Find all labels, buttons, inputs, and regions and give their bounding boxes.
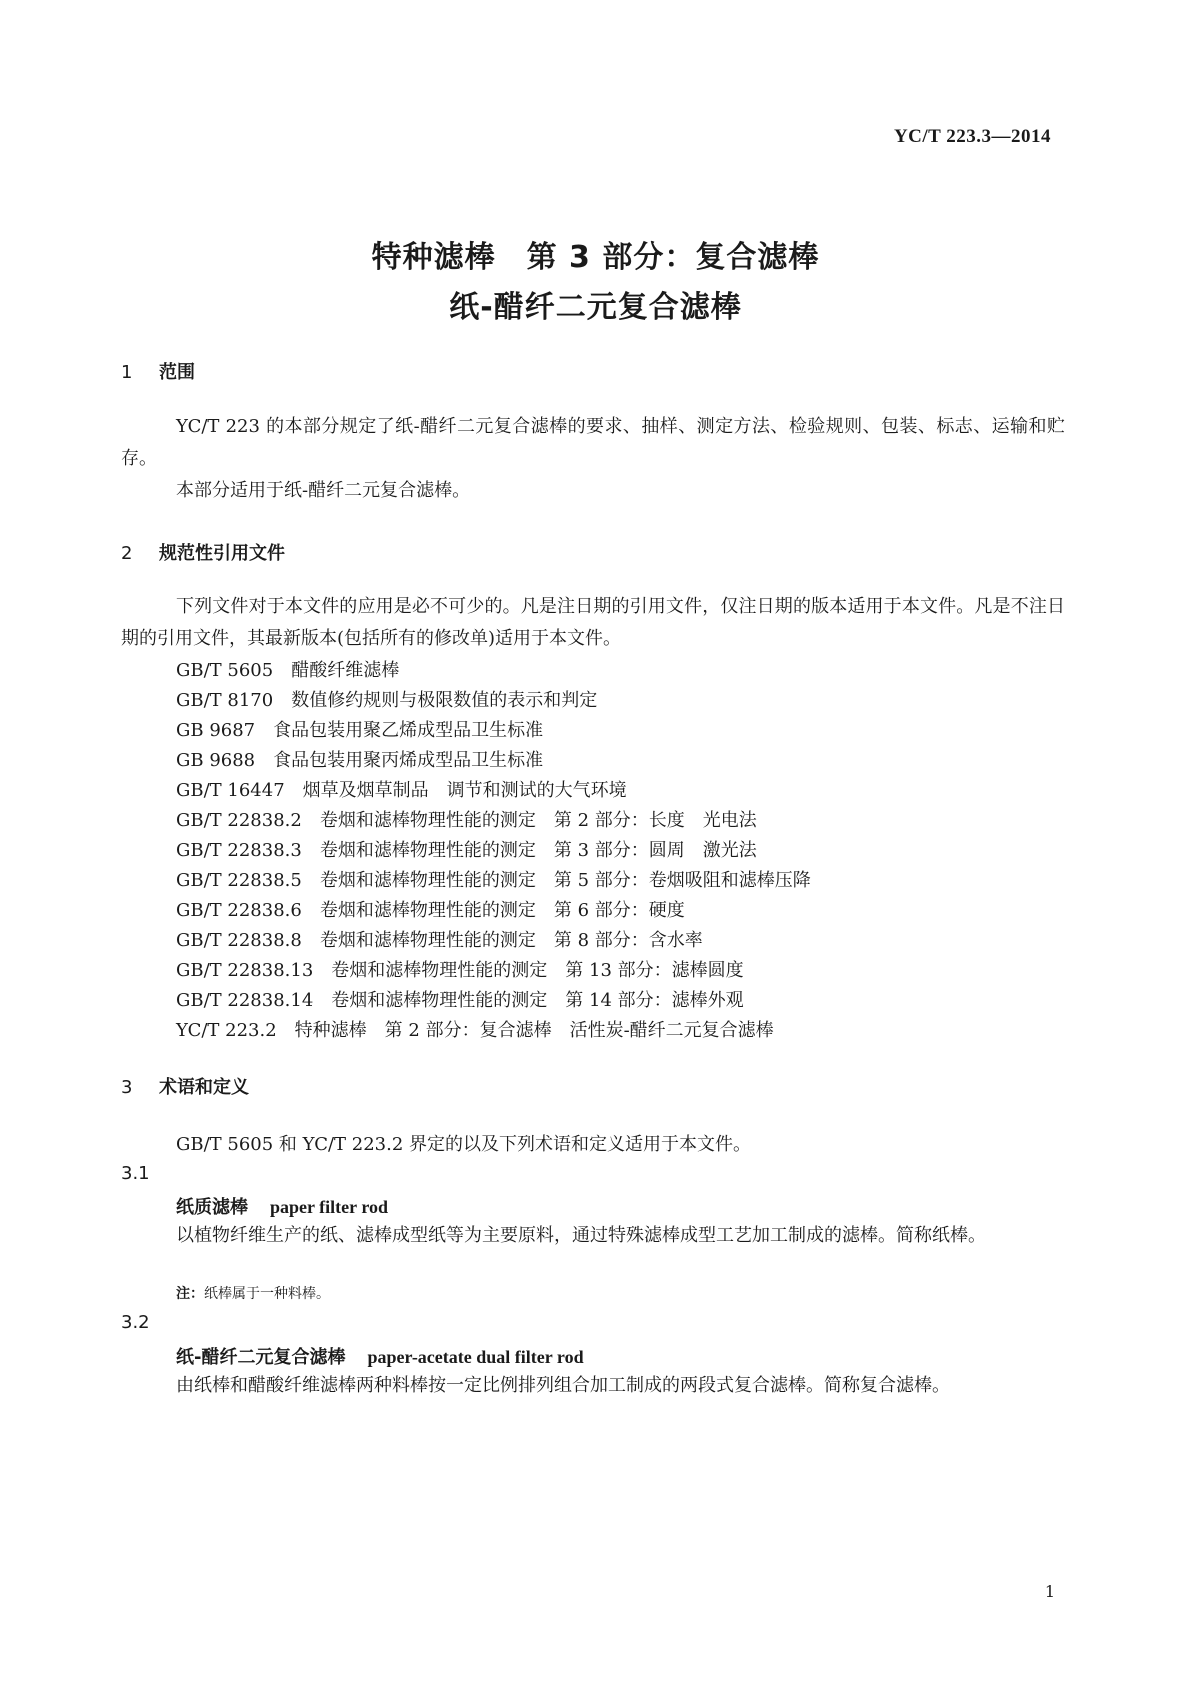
reference-name: 卷烟和滤棒物理性能的测定 第 14 部分：滤棒外观	[331, 990, 744, 1011]
section-2-heading	[121, 539, 285, 565]
reference-item	[176, 896, 685, 922]
reference-code: YC/T 223.2	[176, 1020, 277, 1041]
reference-name: 数值修约规则与极限数值的表示和判定	[291, 690, 598, 711]
section-2-intro: 下列文件对于本文件的应用是必不可少的。凡是注日期的引用文件，仅注日期的版本适用于本文件。凡是不注日期的引用文件，其最新版本(包括所有的修改单)适用于本文件。	[121, 596, 1065, 649]
term-number: 3.2	[121, 1312, 150, 1333]
reference-item	[176, 986, 744, 1012]
reference-code: GB/T 22838.6	[176, 900, 302, 921]
reference-item	[176, 776, 627, 802]
reference-name: 卷烟和滤棒物理性能的测定 第 5 部分：卷烟吸阻和滤棒压降	[319, 870, 811, 891]
document-title-line1: 特种滤棒 第 3 部分：复合滤棒	[371, 240, 820, 275]
section-3-heading	[121, 1073, 249, 1099]
term-title	[176, 1343, 584, 1369]
term-en: paper-acetate dual filter rod	[367, 1347, 584, 1367]
reference-name: 醋酸纤维滤棒	[291, 660, 400, 681]
reference-code: GB/T 22838.3	[176, 840, 302, 861]
reference-code: GB/T 22838.8	[176, 930, 302, 951]
reference-item	[176, 716, 543, 742]
note-label: 注：	[176, 1286, 204, 1302]
document-title-line2: 纸-醋纤二元复合滤棒	[449, 290, 742, 325]
reference-name: 特种滤棒 第 2 部分：复合滤棒 活性炭-醋纤二元复合滤棒	[294, 1020, 774, 1041]
term-en: paper filter rod	[270, 1197, 388, 1217]
reference-code: GB/T 5605	[176, 660, 274, 681]
section-1-heading	[121, 358, 195, 384]
reference-name: 卷烟和滤棒物理性能的测定 第 13 部分：滤棒圆度	[331, 960, 744, 981]
reference-name: 烟草及烟草制品 调节和测试的大气环境	[302, 780, 627, 801]
term-number: 3.1	[121, 1163, 150, 1184]
reference-code: GB/T 22838.13	[176, 960, 314, 981]
standard-number: YC/T 223.3—2014	[893, 126, 1051, 147]
section-1-paragraph-1: YC/T 223 的本部分规定了纸-醋纤二元复合滤棒的要求、抽样、测定方法、检验规则、包装、标志、运输和贮存。	[121, 416, 1065, 469]
term-title	[176, 1193, 388, 1219]
reference-item	[176, 806, 757, 832]
section-1-paragraph-2: 本部分适用于纸-醋纤二元复合滤棒。	[176, 480, 471, 501]
term-definition: 以植物纤维生产的纸、滤棒成型纸等为主要原料，通过特殊滤棒成型工艺加工制成的滤棒。简称纸棒。	[176, 1225, 986, 1246]
reference-name: 卷烟和滤棒物理性能的测定 第 8 部分：含水率	[319, 930, 703, 951]
reference-code: GB 9687	[176, 720, 256, 741]
section-title: 规范性引用文件	[159, 543, 285, 564]
reference-item	[176, 926, 703, 952]
reference-item	[176, 746, 543, 772]
section-number: 2	[121, 543, 133, 564]
section-number: 1	[121, 362, 133, 383]
reference-name: 食品包装用聚丙烯成型品卫生标准	[273, 750, 544, 771]
term-zh: 纸质滤棒	[176, 1197, 248, 1218]
reference-item	[176, 956, 744, 982]
reference-item	[176, 656, 399, 682]
reference-item	[176, 836, 757, 862]
section-title: 术语和定义	[159, 1077, 249, 1098]
term-note	[176, 1283, 330, 1303]
reference-code: GB/T 22838.14	[176, 990, 314, 1011]
note-text: 纸棒属于一种料棒。	[204, 1286, 330, 1302]
reference-code: GB/T 22838.5	[176, 870, 302, 891]
term-definition: 由纸棒和醋酸纤维滤棒两种料棒按一定比例排列组合加工制成的两段式复合滤棒。简称复合滤棒。	[176, 1375, 950, 1396]
reference-item	[176, 1016, 774, 1042]
reference-name: 食品包装用聚乙烯成型品卫生标准	[273, 720, 544, 741]
reference-item	[176, 866, 811, 892]
section-title: 范围	[159, 362, 195, 383]
reference-name: 卷烟和滤棒物理性能的测定 第 2 部分：长度 光电法	[319, 810, 757, 831]
reference-name: 卷烟和滤棒物理性能的测定 第 3 部分：圆周 激光法	[319, 840, 757, 861]
reference-item	[176, 686, 597, 712]
reference-name: 卷烟和滤棒物理性能的测定 第 6 部分：硬度	[319, 900, 685, 921]
section-3-intro: GB/T 5605 和 YC/T 223.2 界定的以及下列术语和定义适用于本文件。	[176, 1134, 752, 1155]
reference-code: GB 9688	[176, 750, 256, 771]
reference-code: GB/T 16447	[176, 780, 285, 801]
reference-code: GB/T 22838.2	[176, 810, 302, 831]
reference-code: GB/T 8170	[176, 690, 274, 711]
section-number: 3	[121, 1077, 133, 1098]
term-zh: 纸-醋纤二元复合滤棒	[176, 1347, 346, 1368]
page-number: 1	[1044, 1582, 1055, 1601]
